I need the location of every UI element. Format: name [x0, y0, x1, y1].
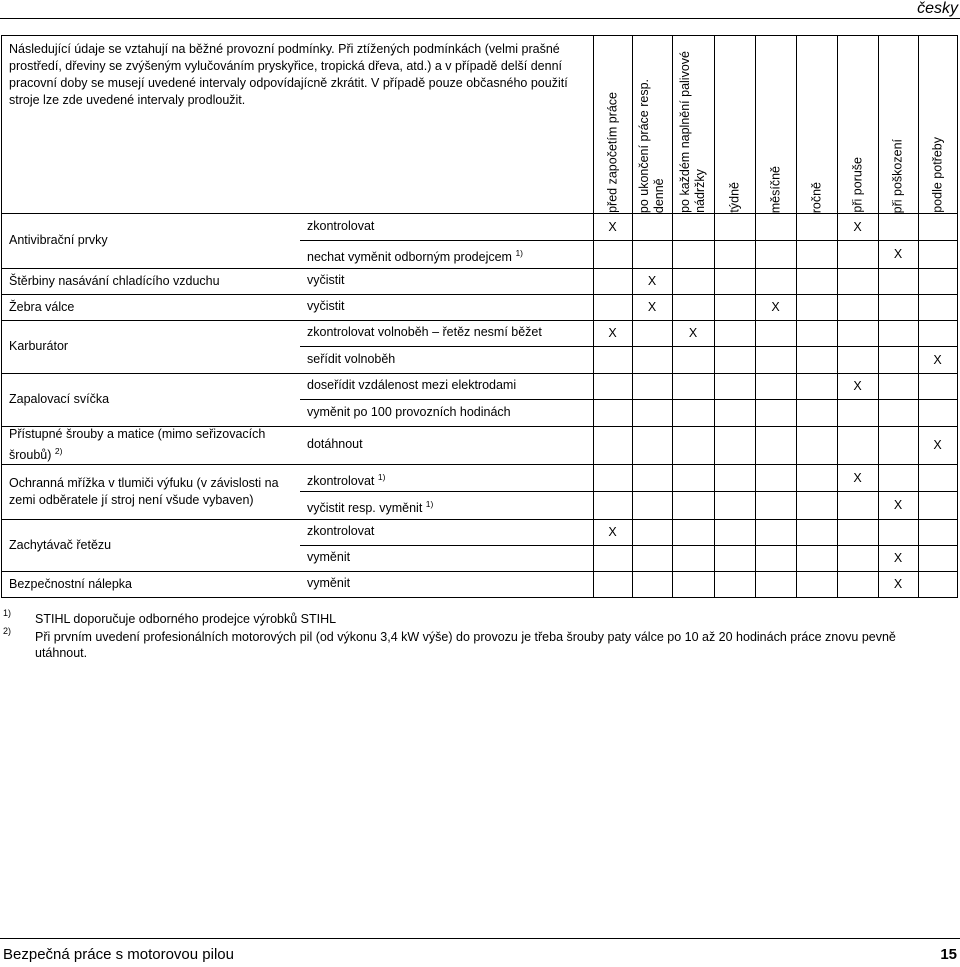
part-text: Antivibrační prvky [9, 233, 108, 247]
interval-mark: X [647, 274, 657, 288]
interval-mark: X [893, 247, 903, 261]
column-header-label: podle potřeby [930, 137, 944, 213]
row-action: zkontrolovat $^{1)}$ [307, 471, 386, 488]
footnote-number: 1) [3, 608, 12, 618]
subrow-divider [300, 240, 957, 241]
footnote-ref: 1) [377, 471, 386, 482]
interval-mark: X [893, 498, 903, 512]
row-part-label [9, 519, 294, 571]
column-header [672, 50, 714, 213]
part-text: Zachytávač řetězu [9, 537, 112, 552]
footer-rule [0, 938, 960, 939]
row-action: nechat vyměnit odborným prodejcem $^{1)}$ [307, 248, 524, 265]
part-text: Zapalovací svíčka [9, 392, 110, 406]
interval-mark: X [933, 438, 942, 452]
interval-mark: X [893, 577, 903, 591]
column-header [918, 50, 957, 213]
part-text: Bezpečnostní nálepka [9, 576, 133, 591]
part-text: Ochranná mřížka v tlumiči výfuku (v závislosti na zemi odběratele jí stroj není všude vybaven) [9, 475, 279, 507]
subrow-divider [300, 545, 957, 546]
page-number: 15 [940, 946, 957, 963]
interval-mark: X [608, 326, 617, 340]
part-text: Karburátor [9, 339, 69, 353]
row-action: seřídit volnoběh [307, 351, 396, 366]
subrow-divider [300, 346, 957, 347]
subrow-divider [300, 399, 957, 400]
column-header [796, 50, 837, 213]
footer-title: Bezpečná práce s motorovou pilou [3, 946, 234, 963]
intro-text: Následující údaje se vztahují na běžné provozní podmínky. Při ztížených podmínkách (velmi prašné prostředí, dřeviny se zvýšeným vylučováním pryskyřice, tropická dřeva, atd.) a v případě delší denní pracovní doby se musejí uvedené intervaly odpovídajícně zkrátit. V případě pouze občasného použití stroje lze zde uvedené intervaly prodloužit. [9, 42, 568, 107]
row-part-label [9, 213, 294, 268]
row-action: doseřídit vzdálenost mezi elektrodami [307, 378, 517, 392]
interval-mark: X [608, 219, 617, 234]
row-part-label [9, 464, 294, 519]
row-action: vyčistit [307, 273, 345, 287]
footnote-text: STIHL doporučuje odborného prodejce výrobků STIHL [35, 612, 337, 626]
row-action: zkontrolovat volnoběh – řetěz nesmí běžet [307, 325, 542, 339]
row-part-label [9, 571, 294, 597]
row-action: dotáhnout [307, 437, 363, 451]
interval-mark: X [688, 326, 698, 340]
part-text: Štěrbiny nasávání chladícího vzduchu [9, 273, 220, 288]
footnote-ref: 2) [54, 445, 63, 456]
column-header [755, 50, 796, 213]
row-action: vyměnit [307, 550, 351, 564]
column-header [714, 50, 755, 213]
header-rule [0, 18, 960, 19]
footnote-number: 2) [3, 626, 12, 636]
footnote-text: Při prvním uvedení profesionálních motorových pil (od výkonu 3,4 kW výše) do provozu je třeba šrouby paty válce po 10 až 20 hodinách práce znovu pevně utáhnout. [35, 630, 896, 660]
row-action: zkontrolovat [307, 524, 375, 538]
footnote-ref: 1) [425, 499, 434, 509]
column-header [593, 50, 632, 213]
subrow-divider [300, 491, 957, 492]
row-action: vyměnit po 100 provozních hodinách [307, 404, 511, 419]
interval-mark: X [771, 300, 780, 314]
row-action: vyčistit [307, 299, 345, 313]
column-header-label: před započetím práce [605, 92, 619, 213]
column-header [632, 50, 672, 213]
row-part-label [9, 426, 294, 464]
column-header [837, 50, 878, 213]
row-part-label [9, 268, 294, 294]
column-header-label: po každém naplnění palivové nádržky [678, 51, 707, 213]
language-label: česky [917, 0, 958, 17]
footnote-ref: 1) [515, 248, 524, 258]
interval-mark: X [933, 352, 942, 367]
row-action: vyčistit resp. vyměnit $^{1)}$ [307, 499, 434, 516]
interval-mark: X [893, 551, 903, 565]
part-text: Žebra válce [9, 299, 75, 314]
row-part-label [9, 294, 294, 320]
part-text: Přístupné šrouby a matice (mimo seřizovacích šroubů) $^{2)}$ [9, 426, 266, 463]
row-action: vyměnit [307, 576, 351, 590]
row-action: zkontrolovat [307, 218, 375, 233]
column-header-label: měsíčně [768, 165, 782, 213]
interval-mark: X [853, 379, 862, 393]
interval-mark: X [853, 219, 862, 234]
column-header-label: po ukončení práce resp. denně [637, 78, 666, 213]
column-header-label: ročně [809, 181, 823, 213]
interval-mark: X [853, 470, 862, 485]
column-header-label: při poškození [890, 138, 905, 213]
column-header-label: při poruše [850, 157, 864, 213]
column-header [878, 50, 918, 213]
row-part-label [9, 373, 294, 426]
row-part-label [9, 320, 294, 373]
column-header-label: týdně [727, 182, 741, 213]
interval-mark: X [608, 525, 617, 539]
interval-mark: X [647, 300, 657, 314]
